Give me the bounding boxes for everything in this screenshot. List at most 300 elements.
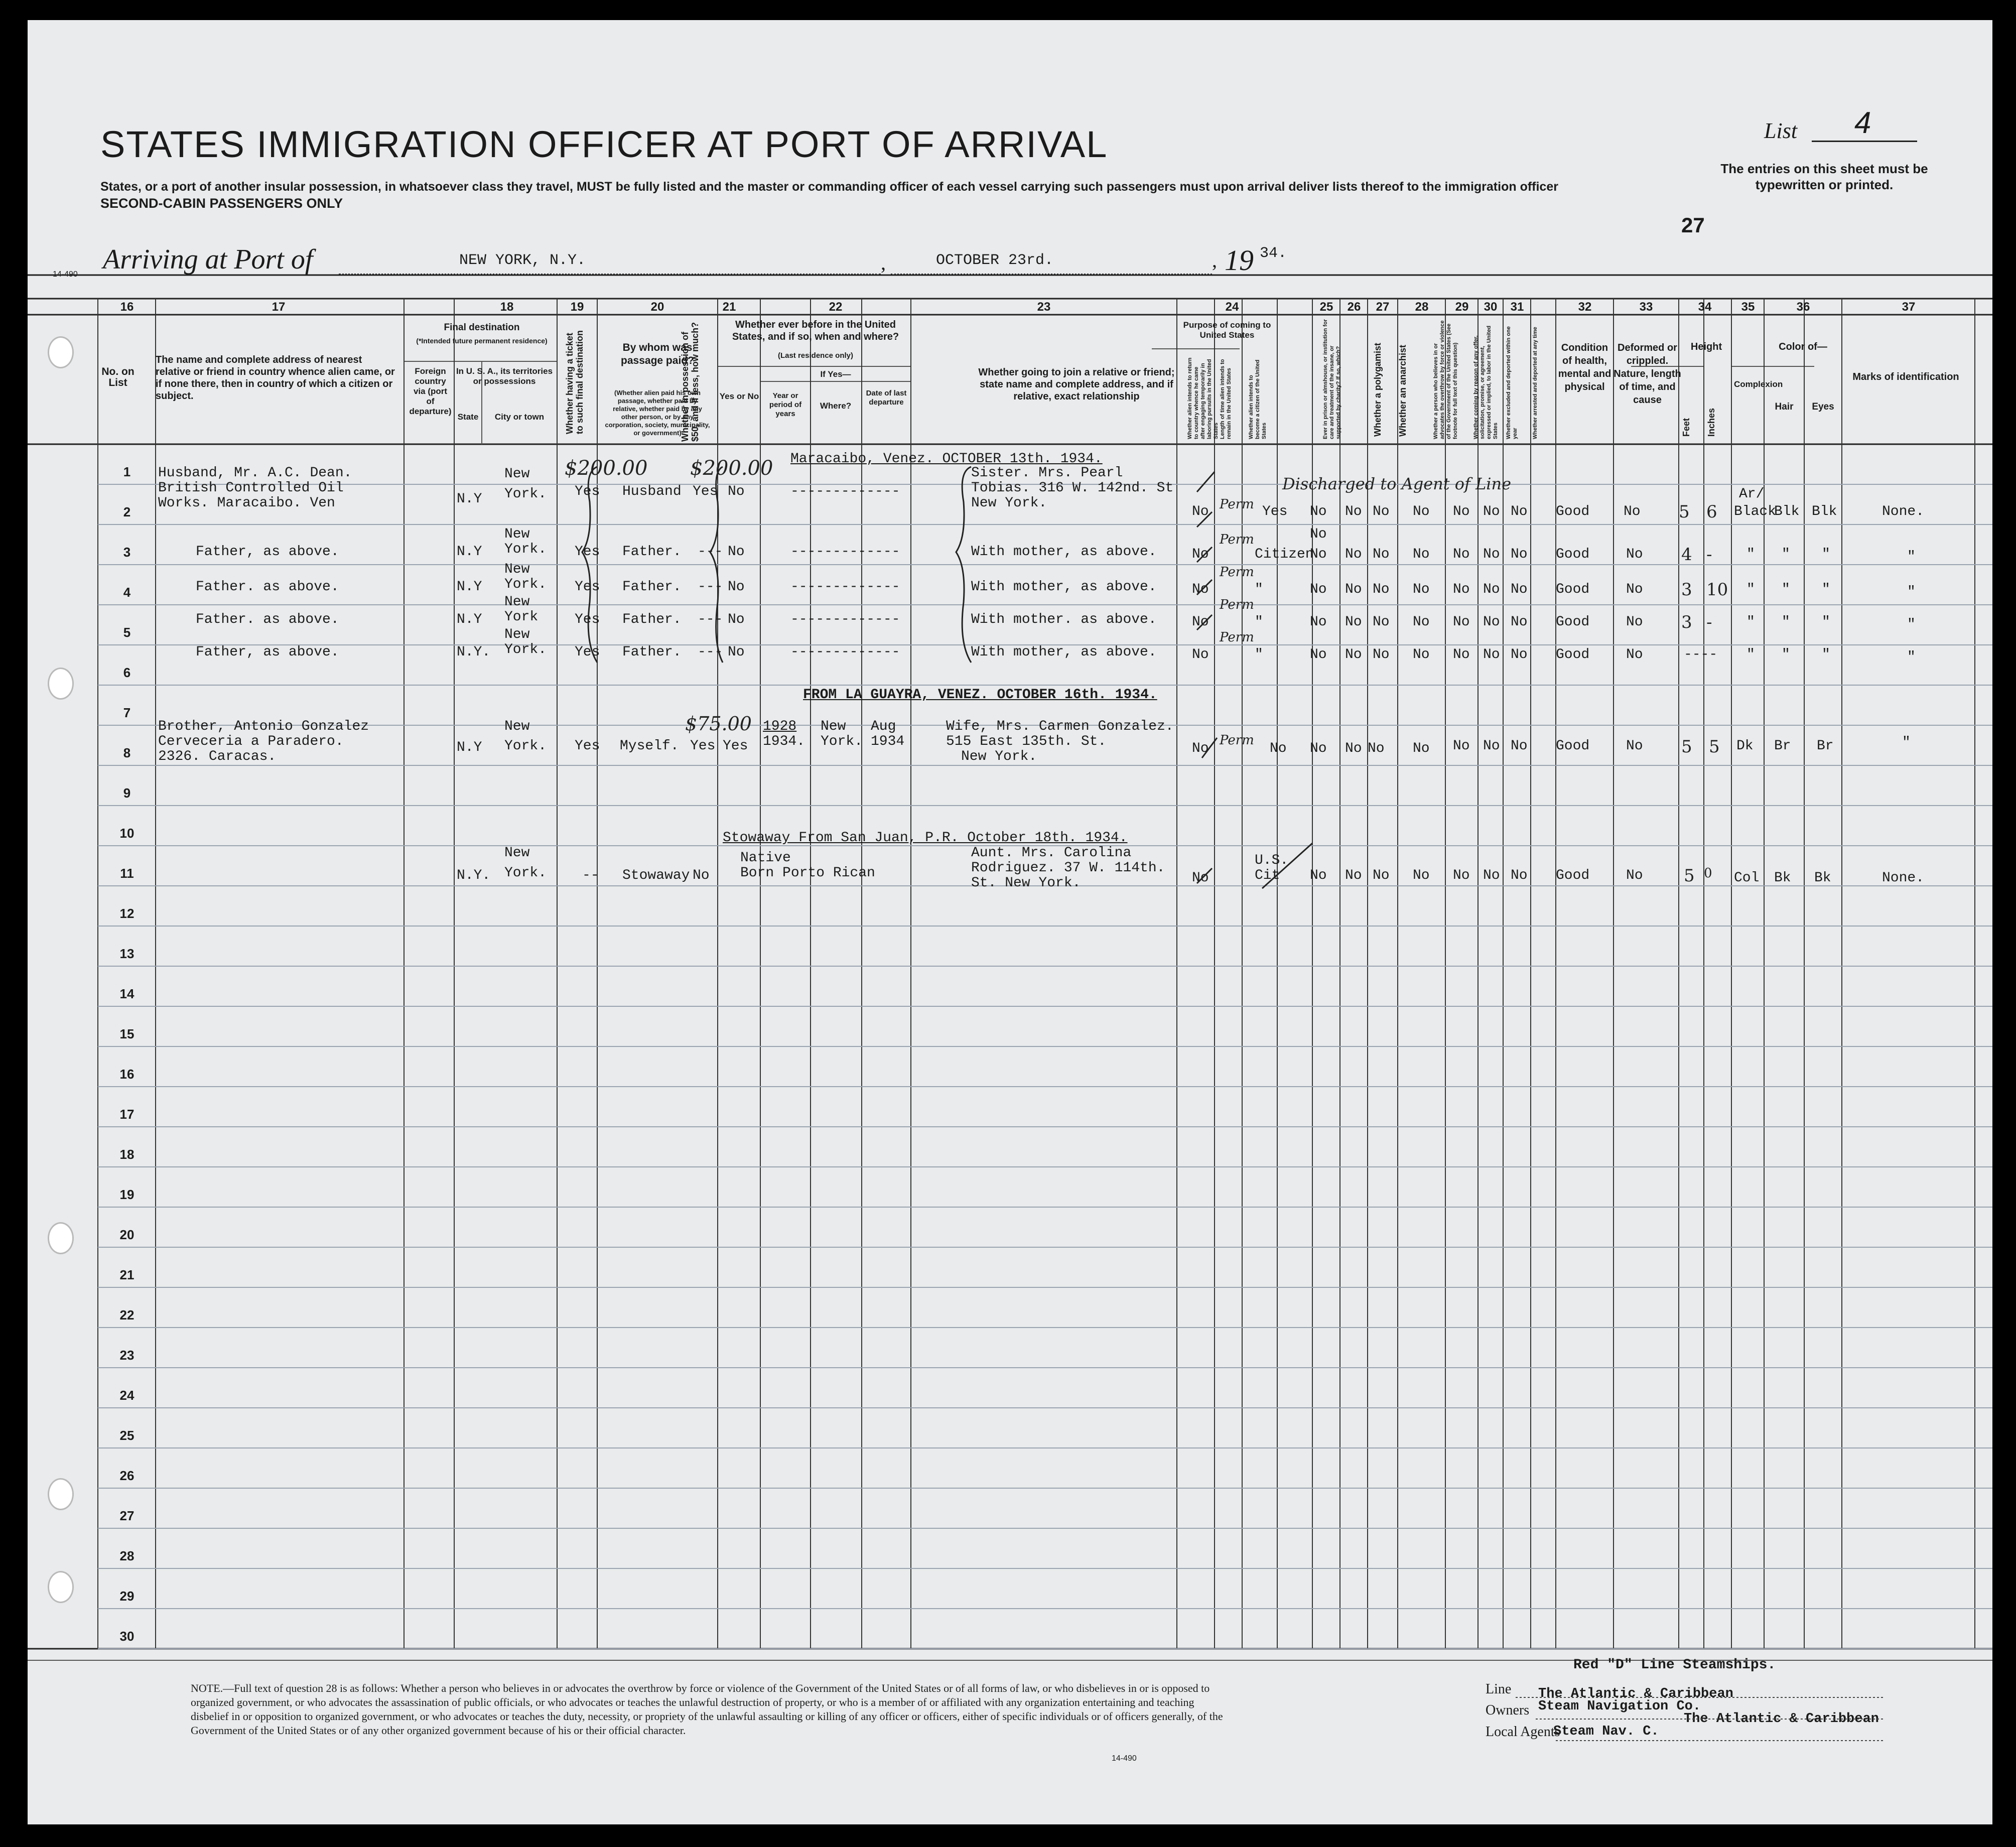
date-value: OCTOBER 23rd.	[936, 252, 1054, 269]
complexion: Col	[1734, 870, 1760, 886]
height-feet: 3	[1681, 612, 1692, 632]
intend-citizen: Yes	[1262, 504, 1288, 519]
arrested: No	[1511, 868, 1528, 883]
header-paid-by: By whom was passage paid?	[621, 342, 694, 366]
return: No	[1192, 582, 1209, 597]
ticket: Yes	[575, 738, 600, 754]
hair-ditto: "	[1782, 614, 1790, 630]
header-year-period: Year or period of years	[769, 391, 802, 418]
question-28: No	[1413, 614, 1430, 630]
owners-value-2: The Atlantic & Caribbean	[1684, 1711, 1879, 1727]
state: N.Y	[457, 612, 482, 627]
route-heading-la-guayra: FROM LA GUAYRA, VENEZ. OCTOBER 16th. 1934.	[803, 687, 1157, 703]
join-line: New York.	[961, 749, 1037, 764]
city: New	[504, 526, 530, 542]
header-arrested: Whether arrested and deported at any time	[1532, 327, 1538, 439]
health: Good	[1556, 647, 1590, 663]
question-28: No	[1413, 741, 1430, 756]
eyes-ditto: "	[1822, 547, 1830, 562]
year-suffix: 34.	[1260, 245, 1287, 262]
list-label: List	[1764, 118, 1798, 143]
intend-citizen: "	[1255, 647, 1263, 663]
paid-by: Husband	[622, 484, 682, 499]
where: New	[821, 719, 846, 734]
return: No	[1192, 870, 1209, 886]
departure: 1934	[871, 734, 905, 749]
agents-value: Steam Nav. C.	[1553, 1724, 1659, 1739]
form-code: 14-490	[53, 270, 78, 279]
excluded: No	[1483, 647, 1500, 663]
city: York.	[504, 542, 547, 557]
deformed: No	[1626, 738, 1643, 754]
health: Good	[1556, 738, 1590, 754]
header-feet: Feet	[1681, 418, 1691, 437]
eyes: Bk	[1814, 870, 1831, 886]
eyes: Blk	[1812, 504, 1837, 519]
join: With mother, as above.	[971, 544, 1157, 560]
intend-citizen: "	[1255, 614, 1263, 630]
row-number: 14	[119, 986, 135, 1001]
height-inches: -	[1706, 612, 1712, 632]
ever-before: No	[728, 544, 745, 560]
handwritten-length: Perm	[1220, 630, 1254, 645]
paid-by: Myself.	[620, 738, 679, 754]
ever-before: No	[728, 579, 745, 595]
ticket: Yes	[575, 612, 600, 627]
height: ----	[1684, 647, 1718, 663]
manifest-sheet	[28, 20, 1992, 1824]
prison: No	[1310, 504, 1327, 519]
relative-line: British Controlled Oil	[158, 480, 344, 496]
health: Good	[1556, 547, 1590, 562]
labor: No	[1453, 614, 1470, 630]
prison: No	[1310, 647, 1327, 663]
row-number: 20	[119, 1227, 135, 1242]
ever-before: No	[728, 484, 745, 499]
header-purpose-return: Whether alien intends to return to country whence he came after engaging temporarily in laboring pursuits in the United States	[1187, 357, 1219, 439]
money: ---	[698, 579, 723, 595]
column-number: 37	[1902, 300, 1916, 314]
excluded: No	[1483, 582, 1500, 597]
footer-lines	[28, 20, 1992, 1824]
ticket: Yes	[575, 644, 600, 660]
dashes: -------------	[790, 544, 900, 560]
ticket: Yes	[575, 579, 600, 595]
column-number: 33	[1639, 300, 1653, 314]
row-number: 13	[119, 946, 135, 961]
excluded: No	[1483, 504, 1500, 519]
arrested: No	[1511, 738, 1528, 754]
column-number: 29	[1455, 300, 1469, 314]
row-number: 27	[119, 1508, 135, 1523]
join: With mother, as above.	[971, 579, 1157, 595]
handwritten-money: $75.00	[685, 713, 752, 735]
column-number: 21	[722, 300, 736, 314]
excluded: No	[1483, 738, 1500, 754]
city: York.	[504, 738, 547, 754]
column-number: 34	[1698, 300, 1712, 314]
header-if-yes: If Yes—	[820, 369, 851, 379]
join-line: Wife, Mrs. Carmen Gonzalez.	[946, 719, 1174, 734]
relative: Father. as above.	[196, 612, 339, 627]
health: Good	[1556, 868, 1590, 883]
prison: No	[1310, 614, 1327, 630]
header-where: Where?	[820, 401, 852, 411]
labor: No	[1453, 504, 1470, 519]
header-height: Height	[1690, 341, 1722, 352]
handwritten-money: $200.00	[690, 457, 773, 480]
money: Yes	[690, 738, 716, 754]
city: New	[504, 562, 530, 577]
departure: Aug	[871, 719, 896, 734]
typewritten-note: The entries on this sheet must be typewritten or printed.	[1720, 161, 1928, 192]
complexion: Dk	[1736, 738, 1754, 754]
money: No	[693, 868, 710, 883]
column-number: 17	[272, 300, 286, 314]
polygamist: No	[1345, 582, 1362, 597]
anarchist: No	[1373, 504, 1390, 519]
paid-by: Father.	[622, 644, 682, 660]
row-number: 18	[119, 1147, 135, 1162]
header-question-28: Whether a person who believes in or advocates the overthrow by force or violence of the Government of the United States (See footnote for full text of this question)	[1433, 320, 1458, 439]
footer-form-code: 14-490	[1112, 1754, 1137, 1763]
column-number: 25	[1319, 300, 1333, 314]
relative-line: Works. Maracaibo. Ven	[158, 495, 335, 511]
header-line-1: States, or a port of another insular possession, in whatsoever class they travel, MUST be fully listed and the master or commanding officer of each vessel carrying such passengers must upon arrival deliver lists thereof to the immigration officer	[100, 180, 1558, 194]
column-number: 19	[570, 300, 584, 314]
row-number: 30	[119, 1629, 135, 1644]
join-line: Sister. Mrs. Pearl	[971, 465, 1123, 481]
money: Yes	[693, 484, 718, 499]
labor: No	[1453, 547, 1470, 562]
marks-ditto: "	[1907, 649, 1916, 665]
relative-line: 2326. Caracas.	[158, 749, 277, 764]
row-number: 24	[119, 1388, 135, 1403]
header-complexion: Complexion	[1734, 379, 1783, 389]
labor: No	[1453, 868, 1470, 883]
header-ever-before: Whether ever before in the United States, and if so, when and where?	[732, 319, 899, 342]
intend-citizen: Citizen	[1255, 547, 1314, 562]
ever-before: Born Porto Rican	[740, 865, 875, 881]
header-prison: Ever in prison or almshouse, or institution for care and treatment of the insane, or supported by charity? If so, which?	[1322, 319, 1341, 439]
prison: No	[1310, 526, 1327, 542]
header-health: Condition of health, mental and physical	[1558, 342, 1611, 392]
height-feet: 5	[1679, 502, 1690, 522]
deformed: No	[1626, 547, 1643, 562]
dashes: -------------	[790, 612, 900, 627]
line-value: The Atlantic & Caribbean	[1538, 1686, 1733, 1701]
marks-ditto: "	[1907, 549, 1916, 565]
column-number: 26	[1347, 300, 1361, 314]
intend-citizen: No	[1270, 741, 1287, 756]
row-number: 4	[123, 585, 131, 600]
row-number: 29	[119, 1589, 135, 1604]
header-inches: Inches	[1706, 408, 1716, 437]
header-state: State	[457, 412, 479, 422]
eyes-ditto: "	[1822, 582, 1830, 597]
row-number: 10	[119, 826, 135, 841]
comma-sep: ,	[881, 251, 886, 274]
labor: No	[1453, 582, 1470, 597]
header-labor: Whether coming by reason of any offer, solicitation, promise, or agreement, expressed or implied, to labor in the United States	[1473, 325, 1499, 439]
deformed: No	[1626, 582, 1643, 597]
complexion: Ar/	[1739, 486, 1765, 502]
hair-ditto: "	[1782, 647, 1790, 663]
join-line: 515 East 135th. St.	[946, 734, 1107, 749]
relative-line: Brother, Antonio Gonzalez	[158, 719, 369, 734]
height-inches: -	[1706, 545, 1712, 565]
route-heading-maracaibo: Maracaibo, Venez. OCTOBER 13th. 1934.	[790, 451, 1103, 467]
join-line: St. New York.	[971, 875, 1081, 891]
polygamist: No	[1345, 504, 1362, 519]
join: With mother. as above.	[971, 612, 1157, 627]
arrested: No	[1511, 614, 1528, 630]
city: York	[504, 609, 539, 625]
header-purpose-length: Length of time alien intends to remain in the United States	[1220, 359, 1232, 439]
header-city: City or town	[494, 412, 545, 422]
column-number: 31	[1510, 300, 1524, 314]
intend-citizen: "	[1255, 582, 1263, 597]
complexion-ditto: "	[1746, 582, 1755, 597]
row-number: 17	[119, 1107, 135, 1122]
polygamist: No	[1345, 741, 1362, 756]
ever-before: Yes	[723, 738, 748, 754]
money: ---	[698, 644, 723, 660]
state: N.Y.	[457, 644, 491, 660]
city: York.	[504, 642, 547, 657]
hair-ditto: "	[1782, 582, 1790, 597]
money: ---	[698, 544, 723, 560]
relative: Father, as above.	[196, 644, 339, 660]
anarchist: No	[1368, 741, 1385, 756]
comma-sep: ,	[1212, 249, 1217, 272]
page-number: 27	[1681, 213, 1705, 237]
join-line: Aunt. Mrs. Carolina	[971, 845, 1132, 861]
year-prefix: 19	[1225, 244, 1254, 277]
marks: None.	[1882, 870, 1925, 886]
labor: No	[1453, 738, 1470, 754]
prison: No	[1310, 741, 1327, 756]
header-foreign-country: Foreign country via (port of departure)	[409, 366, 452, 416]
header-yes-no: Yes or No	[719, 391, 759, 401]
polygamist: No	[1345, 868, 1362, 883]
eyes-ditto: "	[1822, 614, 1830, 630]
return: No	[1192, 741, 1209, 756]
row-number: 19	[119, 1187, 135, 1202]
health: Good	[1556, 614, 1590, 630]
line-label: Line	[1486, 1681, 1512, 1697]
arriving-label: Arriving at Port of	[103, 244, 313, 275]
excluded: No	[1483, 614, 1500, 630]
polygamist: No	[1345, 614, 1362, 630]
column-number: 24	[1225, 300, 1239, 314]
question-28: No	[1413, 868, 1430, 883]
row-number: 9	[123, 785, 131, 801]
header-color-of: Color of—	[1779, 341, 1827, 352]
row-number: 21	[119, 1267, 135, 1282]
deformed: No	[1626, 647, 1643, 663]
row-number: 6	[123, 665, 131, 680]
question-28: No	[1413, 647, 1430, 663]
header-ticket: Whether having a ticket to such final destination	[565, 330, 585, 434]
list-number: 4	[1854, 106, 1871, 140]
join-line: Rodriguez. 37 W. 114th.	[971, 860, 1165, 876]
arrested: No	[1511, 547, 1528, 562]
row-number: 12	[119, 906, 135, 921]
row-number: 7	[123, 705, 131, 720]
ever-before: No	[728, 644, 745, 660]
labor: No	[1453, 647, 1470, 663]
deformed: No	[1626, 868, 1643, 883]
owners-value: Steam Navigation Co.	[1538, 1699, 1701, 1714]
prison: No	[1310, 868, 1327, 883]
column-number: 32	[1578, 300, 1592, 314]
header-hair: Hair	[1775, 402, 1794, 412]
hair: Blk	[1774, 504, 1800, 519]
paid-by: Father.	[622, 544, 682, 560]
handwritten-length: Perm	[1220, 597, 1254, 612]
city: New	[504, 719, 530, 734]
row-number: 26	[119, 1468, 135, 1483]
polygamist: No	[1345, 547, 1362, 562]
hair: Bk	[1774, 870, 1791, 886]
row-number: 3	[123, 545, 131, 560]
ticket: Yes	[575, 484, 600, 499]
marks-ditto: "	[1907, 584, 1916, 600]
join: With mother, as above.	[971, 644, 1157, 660]
city: New	[504, 845, 530, 861]
handwritten-discharged: Discharged to Agent of Line	[1282, 474, 1512, 493]
header-date-departure: Date of last departure	[866, 389, 907, 407]
relative-line: Cerveceria a Paradero.	[158, 734, 344, 749]
height-inches: 0	[1704, 866, 1712, 881]
header-relative: The name and complete address of nearest relative or friend in country whence alien came, or if none there, then in country of which a citizen or subject.	[156, 354, 395, 402]
eyes-ditto: "	[1822, 647, 1830, 663]
height-inches: 5	[1709, 737, 1720, 757]
complexion: Black	[1734, 504, 1777, 519]
relative: Father, as above.	[196, 544, 339, 560]
row-number: 11	[120, 866, 134, 881]
ever-before: No	[728, 612, 745, 627]
city: York.	[504, 865, 547, 881]
header-no-on-list: No. on List	[101, 366, 135, 388]
ticket: Yes	[575, 544, 600, 560]
complexion-ditto: "	[1746, 647, 1755, 663]
deformed: No	[1624, 504, 1641, 519]
column-number: 22	[829, 300, 843, 314]
height-inches: 10	[1706, 580, 1728, 600]
anarchist: No	[1373, 647, 1390, 663]
complexion-ditto: "	[1746, 547, 1755, 562]
year: 1928	[763, 719, 797, 734]
row-number: 15	[119, 1026, 135, 1041]
header-deformed: Deformed or crippled. Nature, length of time, and cause	[1614, 342, 1681, 406]
steamship-name: Red "D" Line Steamships.	[1573, 1657, 1776, 1673]
column-number: 36	[1796, 300, 1810, 314]
port-value: NEW YORK, N.Y.	[459, 252, 586, 269]
question-28: No	[1413, 504, 1430, 519]
header-polygamist: Whether a polygamist	[1373, 342, 1383, 437]
state: N.Y	[457, 491, 482, 507]
prison: No	[1310, 582, 1327, 597]
column-number: 16	[120, 300, 134, 314]
join-line: New York.	[971, 495, 1047, 511]
hair: Br	[1774, 738, 1791, 754]
relative: Father. as above.	[196, 579, 339, 595]
ticket: --	[582, 868, 599, 883]
city: New	[504, 466, 530, 482]
return: No	[1192, 614, 1209, 630]
excluded: No	[1483, 547, 1500, 562]
money: ---	[698, 612, 723, 627]
column-number: 20	[650, 300, 664, 314]
polygamist: No	[1345, 647, 1362, 663]
row-number: 25	[119, 1428, 135, 1443]
paid-by: Father.	[622, 612, 682, 627]
return: No	[1192, 647, 1209, 663]
header-join: Whether going to join a relative or friend; state name and complete address, and if relative, exact relationship	[978, 367, 1175, 402]
ever-before: Native	[740, 850, 791, 866]
header-eyes: Eyes	[1812, 402, 1834, 412]
header-purpose-citizen: Whether alien intends to become a citizen of the United States	[1248, 359, 1267, 439]
column-number: 28	[1415, 300, 1429, 314]
anarchist: No	[1373, 582, 1390, 597]
header-final-destination: Final destination	[444, 322, 520, 333]
handwritten-length: Perm	[1220, 497, 1254, 512]
dashes: -------------	[790, 484, 900, 499]
handwritten-money: $200.00	[565, 457, 648, 480]
header-line-2: SECOND-CABIN PASSENGERS ONLY	[100, 196, 343, 211]
header-marks: Marks of identification	[1852, 371, 1959, 382]
row-number: 23	[119, 1348, 135, 1363]
state: N.Y.	[457, 868, 491, 883]
marks: "	[1902, 735, 1911, 750]
column-number: 30	[1484, 300, 1498, 314]
column-number: 35	[1741, 300, 1755, 314]
row-number: 2	[123, 504, 131, 519]
eyes: Br	[1817, 738, 1834, 754]
return: No	[1192, 504, 1209, 519]
deformed: No	[1626, 614, 1643, 630]
header-anarchist: Whether an anarchist	[1398, 344, 1408, 437]
marks: None.	[1882, 504, 1925, 519]
handwritten-length: Perm	[1220, 565, 1254, 580]
header-ever-sub: (Last residence only)	[777, 351, 854, 360]
paid-by: Father.	[622, 579, 682, 595]
height-feet: 5	[1684, 866, 1695, 886]
where: York.	[821, 734, 863, 749]
row-number: 22	[119, 1307, 135, 1323]
question-28: No	[1413, 547, 1430, 562]
column-number: 27	[1376, 300, 1390, 314]
handwritten-length: Perm	[1220, 733, 1254, 748]
state: N.Y	[457, 579, 482, 595]
dashes: -------------	[790, 579, 900, 595]
city: York.	[504, 486, 547, 502]
city: York.	[504, 577, 547, 592]
footnote-question-28: NOTE.—Full text of question 28 is as follows: Whether a person who believes in or advocates the overthrow by force or violence of the Government of the United States or of all forms of law, or who disbelieves in or is opposed to organized government, or who advocates the assassination of public officials, or who advocates or teaches the unlawful destruction of property, or who is a member of or affiliated with any organization entertaining and teaching disbelief in or opposition to organized government, or who advocates or teaches the duty, necessity, or propriety of the unlawful assaulting or killing of any officer or officers, either of specific individuals or of officers generally, of the Government of the United States or of any other organized government because of his or their official character.	[191, 1682, 1223, 1737]
row-number: 1	[123, 464, 131, 479]
state: N.Y	[457, 544, 482, 560]
health: Good	[1556, 504, 1590, 519]
handwritten-length: Perm	[1220, 532, 1254, 547]
anarchist: No	[1373, 614, 1390, 630]
column-number: 23	[1037, 300, 1051, 314]
column-number: 18	[500, 300, 514, 314]
agents-label: Local Agents	[1486, 1724, 1560, 1740]
header-excluded: Whether excluded and deported within one year	[1506, 326, 1518, 439]
header-purpose: Purpose of coming to United States	[1183, 320, 1271, 340]
